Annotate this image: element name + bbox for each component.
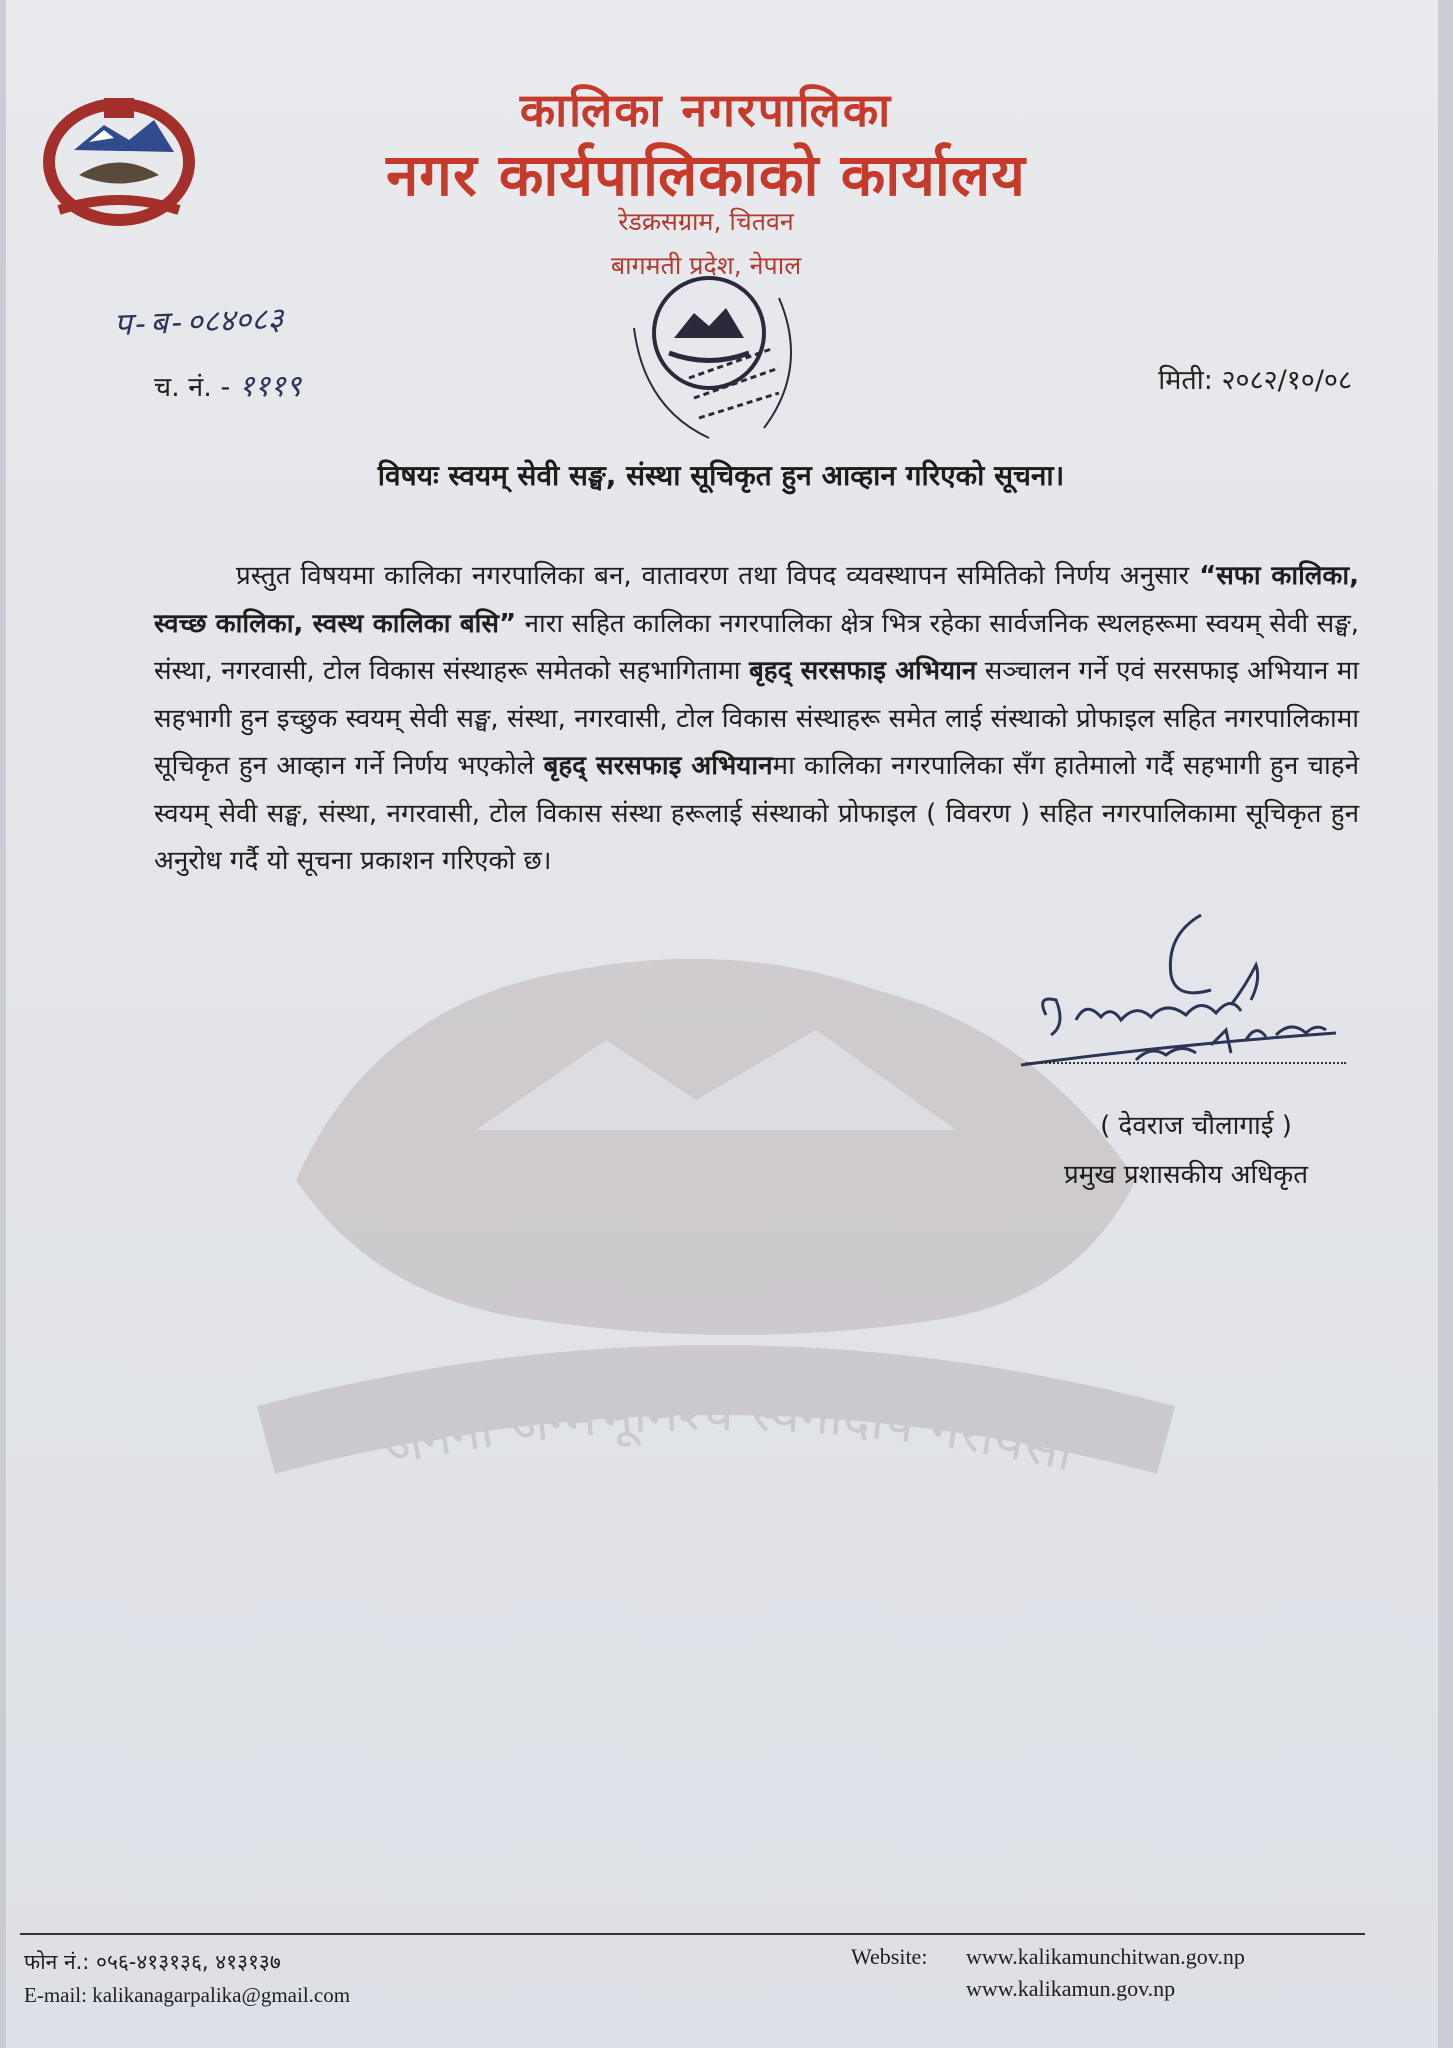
dispatch-number-label: च. नं. - <box>154 372 231 403</box>
letter-subject: विषयः स्वयम् सेवी सङ्घ, संस्था सूचिकृत हुन आव्हान गरिएको सूचना। <box>377 459 1065 492</box>
body-campaign-1: बृहद् सरसफाइ अभियान <box>748 656 977 686</box>
footer-phone: फोन नं.: ०५६-४१३१३६, ४१३१३७ <box>24 1950 281 1974</box>
dispatch-number <box>154 364 301 405</box>
dispatch-number-value: १११९ <box>238 369 302 404</box>
body-part-2: नारा सहित कालिका नगरपालिका क्षेत्र भित्र रहेका सार्वजनिक स्थलहरूमा स्वयम् सेवी सङ्घ, संस्था, नगरवासी, टोल विकास संस्थाहरू समेतको सहभागितामा <box>154 608 1359 686</box>
reference-number: प-ब-०८४०८३ <box>113 301 284 343</box>
footer-website-1: www.kalikamunchitwan.gov.np <box>966 1944 1245 1969</box>
office-seal-stamp-icon <box>614 258 829 458</box>
handwritten-signature-icon <box>1016 905 1376 1105</box>
footer-website-label: Website: <box>851 1944 928 1969</box>
signature-line <box>1026 1062 1346 1064</box>
footer-email: E-mail: kalikanagarpalika@gmail.com <box>24 1983 351 2007</box>
signatory-title: प्रमुख प्रशासकीय अधिकृत <box>1063 1160 1309 1190</box>
nepal-emblem-icon <box>34 80 204 230</box>
office-name: नगर कार्यपालिकाको कार्यालय <box>386 141 1026 209</box>
body-campaign-2: बृहद् सरसफाइ अभियान <box>543 751 773 781</box>
signatory-name: ( देवराज चौलागाई ) <box>1100 1111 1292 1141</box>
body-part-1: प्रस्तुत विषयमा कालिका नगरपालिका बन, वातावरण तथा विपद व्यवस्थापन समितिको निर्णय अनुसार <box>236 561 1200 591</box>
body-slogan: “सफा कालिका, स्वच्छ कालिका, स्वस्थ कालिका बसि” <box>154 561 1360 639</box>
body-part-4: मा कालिका नगरपालिका सँग हातेमालो गर्दै सहभागी हुन चाहने स्वयम् सेवी सङ्घ, संस्था, नगरवासी, टोल विकास संस्था हरूलाई संस्थाको प्रोफाइल ( विवरण ) सहित नगरपालिकामा सूचिकृत हुन अनुरोध गर्दै यो सूचना प्रकाशन गरिएको छ। <box>154 751 1359 876</box>
letter-body <box>154 553 1359 886</box>
date-value: २०८२/१०/०८ <box>1221 365 1352 396</box>
footer-website-2: www.kalikamun.gov.np <box>966 1976 1176 2001</box>
date-label: मिती: <box>1158 365 1213 396</box>
watermark-motto: जननी जन्मभूमिश्च स्वर्गादपि गरीयसी <box>378 1382 1079 1484</box>
letter-sheet <box>6 0 1438 2048</box>
body-part-3: सञ्चालन गर्ने एवं सरसफाइ अभियान मा सहभागी हुन इच्छुक स्वयम् सेवी सङ्घ, संस्था, नगरवासी, टोल विकास संस्थाहरू समेत लाई संस्थाको प्रोफाइल सहित नगरपालिकामा सूचिकृत हुन आव्हान गर्ने निर्णय भएकोले <box>154 656 1360 781</box>
address-line-1: रेडक्रसग्राम, चितवन <box>618 207 794 236</box>
municipality-name: कालिका नगरपालिका <box>519 83 893 137</box>
address-line-2: बागमती प्रदेश, नेपाल <box>610 251 802 280</box>
letter-date <box>1158 360 1352 397</box>
footer-divider <box>20 1933 1365 1935</box>
